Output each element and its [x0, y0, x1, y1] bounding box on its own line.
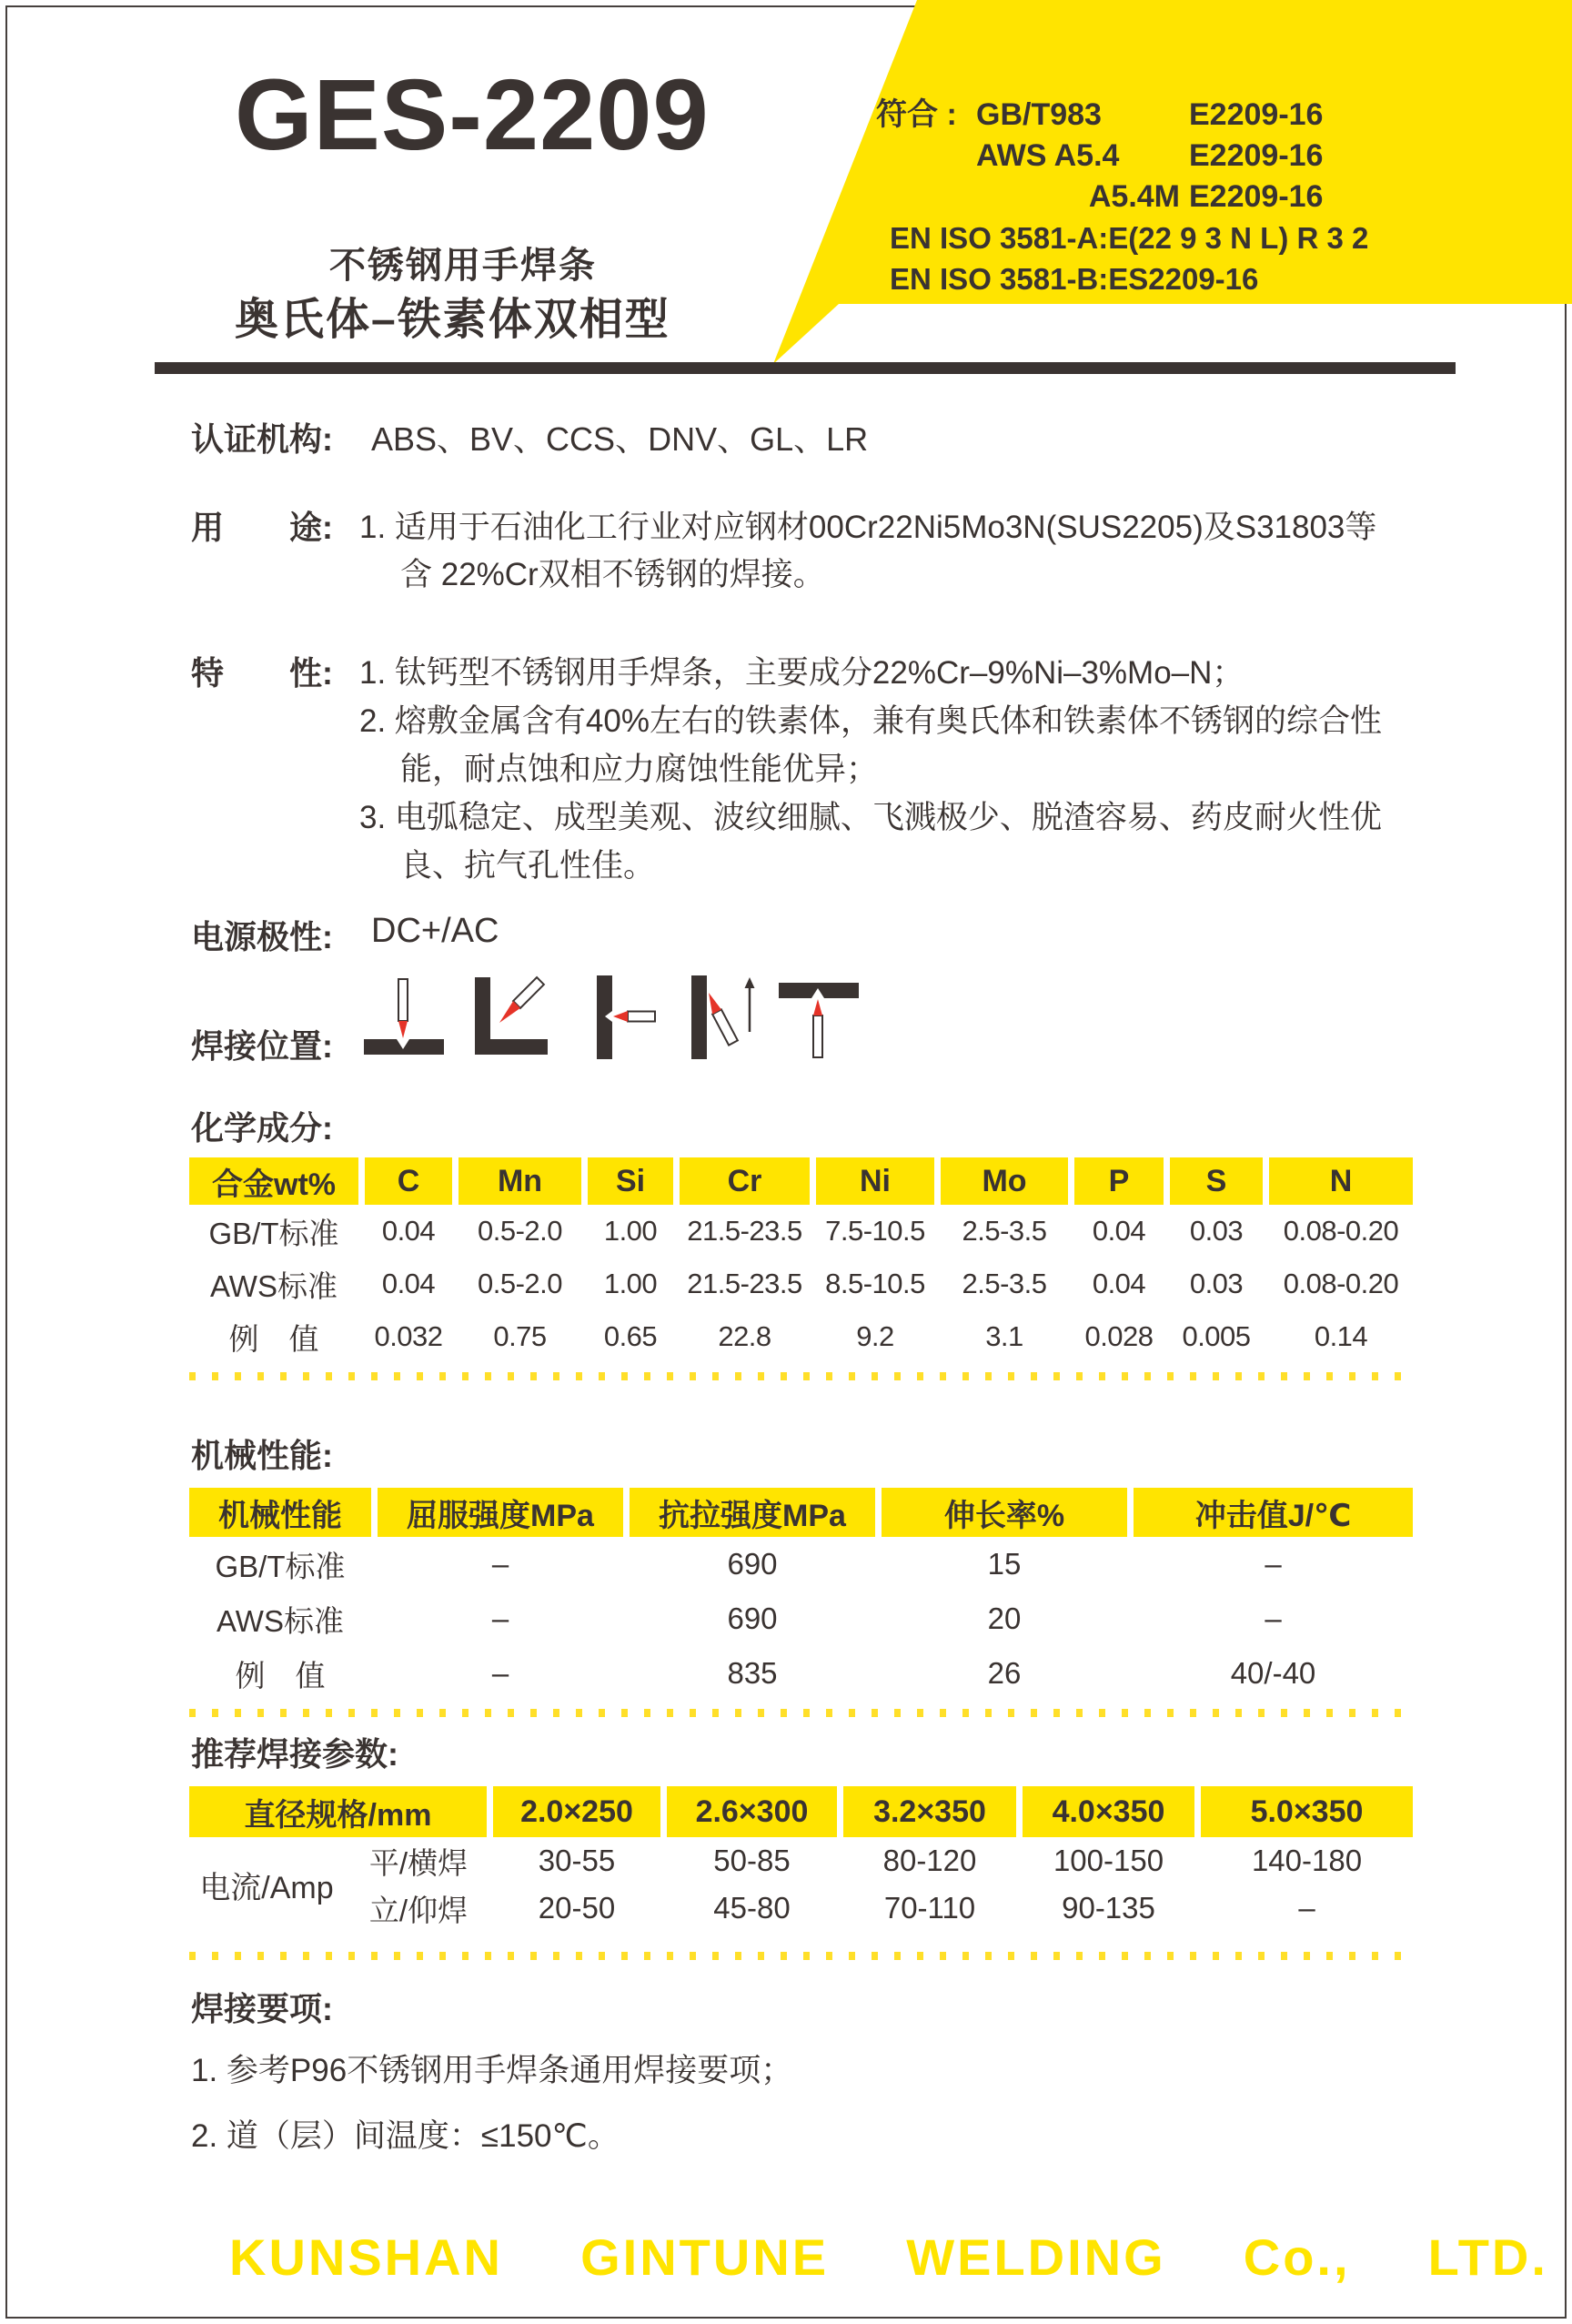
table-header-cell: N: [1269, 1157, 1413, 1205]
iso-standard-line: EN ISO 3581-B:ES2209-16: [890, 262, 1259, 296]
table-header-cell: Mn: [458, 1157, 581, 1205]
standards-row: [876, 177, 1335, 217]
standards-prefix: 符合 :: [876, 97, 957, 132]
table-cell: 0.03: [1189, 1268, 1244, 1299]
standards-prefix-spacer: [876, 136, 967, 177]
chemical-composition-table: [189, 1157, 1413, 1363]
table-cell: 70-110: [883, 1891, 976, 1925]
table-cell: –: [491, 1656, 509, 1690]
horizontal-position-icon: [569, 972, 660, 1070]
features-label: 特 性:: [191, 654, 333, 692]
row-label: 立/仰焊: [368, 1893, 469, 1927]
product-subtitle: 不锈钢用手焊条: [329, 246, 597, 286]
standard-name: AWS A5.4: [976, 138, 1120, 173]
table-cell: 100-150: [1053, 1844, 1164, 1877]
table-header-cell: Si: [588, 1157, 673, 1205]
horizontal-fillet-position-icon: [466, 972, 557, 1070]
row-label: AWS标准: [210, 1268, 338, 1303]
table-cell: 140-180: [1251, 1844, 1363, 1877]
table-cell: 30-55: [538, 1844, 616, 1877]
table-cell: 0.08-0.20: [1283, 1268, 1399, 1299]
table-cell: 40/-40: [1230, 1656, 1316, 1690]
table-cell: 20: [987, 1602, 1022, 1635]
overhead-position-icon: [777, 972, 868, 1070]
note-item: 1. 参考P96不锈钢用手焊条通用焊接要项；: [191, 2053, 793, 2088]
welding-position-icons: [362, 972, 868, 1070]
table-cell: 0.65: [603, 1320, 658, 1352]
table-header-cell: 冲击值J/℃: [1134, 1488, 1413, 1537]
standards-row: [876, 136, 1335, 177]
table-header-cell: 2.0×250: [493, 1786, 660, 1837]
feature-line: 良、抗气孔性佳。: [400, 848, 656, 884]
row-label: 例 值: [228, 1321, 319, 1356]
feature-line: 3. 电弧稳定、成型美观、波纹细腻、飞溅极少、脱渣容易、药皮耐火性优: [359, 800, 1382, 835]
table-cell: 690: [727, 1602, 778, 1635]
product-code-title: GES-2209: [235, 59, 710, 171]
dotted-divider: [189, 1952, 1413, 1960]
table-cell: 1.00: [603, 1268, 658, 1299]
usage-label: 用 途:: [191, 509, 333, 546]
flat-position-icon: [362, 972, 453, 1070]
table-header-cell: 屈服强度MPa: [378, 1488, 623, 1537]
table-header-cell: 机械性能: [189, 1488, 371, 1537]
table-cell: 15: [987, 1547, 1022, 1581]
table-cell: 0.04: [381, 1268, 436, 1299]
mechanical-section-title: 机械性能:: [191, 1437, 333, 1474]
table-header-cell: Ni: [816, 1157, 934, 1205]
table-header-cell: 2.6×300: [667, 1786, 837, 1837]
table-cell: –: [491, 1547, 509, 1581]
table-cell: 0.04: [381, 1215, 436, 1247]
company-name: KUNSHAN GINTUNE WELDING Co., LTD.: [229, 2228, 1548, 2286]
table-header-cell: Cr: [680, 1157, 810, 1205]
table-cell: 9.2: [856, 1320, 894, 1352]
polarity-label: 电源极性:: [191, 918, 333, 955]
table-header-cell: C: [365, 1157, 452, 1205]
table-cell: –: [491, 1602, 509, 1635]
chemical-section-title: 化学成分:: [191, 1109, 333, 1147]
standards-row: [876, 95, 1335, 136]
table-cell: 21.5-23.5: [687, 1268, 802, 1299]
table-cell: 0.028: [1084, 1320, 1154, 1352]
vertical-up-position-icon: [673, 972, 764, 1070]
row-label: AWS标准: [217, 1603, 344, 1638]
standards-prefix-spacer: [876, 177, 967, 217]
certification-value: ABS、BV、CCS、DNV、GL、LR: [371, 420, 869, 458]
table-header-cell: 抗拉强度MPa: [630, 1488, 875, 1537]
table-cell: –: [1265, 1547, 1282, 1581]
table-cell: 26: [987, 1656, 1022, 1690]
notes-section-title: 焊接要项:: [191, 1990, 333, 2027]
table-header-cell: 伸长率%: [882, 1488, 1127, 1537]
polarity-value: DC+/AC: [371, 912, 499, 950]
mechanical-properties-table: [189, 1488, 1413, 1701]
parameters-section-title: 推荐焊接参数:: [191, 1735, 398, 1773]
welding-position-label: 焊接位置:: [191, 1027, 333, 1065]
standard-name: A5.4M: [1088, 179, 1180, 214]
current-label: 电流/Amp: [199, 1870, 334, 1905]
row-label: GB/T标准: [208, 1216, 339, 1250]
feature-line: 1. 钛钙型不锈钢用手焊条，主要成分22%Cr–9%Ni–3%Mo–N；: [359, 655, 1244, 691]
welding-parameters-table: [189, 1786, 1413, 1932]
table-header-cell: 4.0×350: [1023, 1786, 1194, 1837]
header-divider-bar: [155, 362, 1456, 374]
table-header-cell: 3.2×350: [843, 1786, 1016, 1837]
feature-line: 2. 熔敷金属含有40%左右的铁素体，兼有奥氏体和铁素体不锈钢的综合性: [359, 703, 1382, 739]
feature-line: 能，耐点蚀和应力腐蚀性能优异；: [400, 752, 879, 787]
table-cell: 45-80: [713, 1891, 791, 1925]
row-label: GB/T标准: [215, 1549, 346, 1583]
table-header-cell: P: [1074, 1157, 1164, 1205]
row-label: 例 值: [235, 1658, 326, 1692]
table-header-cell: 5.0×350: [1201, 1786, 1413, 1837]
table-cell: 0.08-0.20: [1283, 1215, 1399, 1247]
table-cell: 1.00: [603, 1215, 658, 1247]
usage-line: 含 22%Cr双相不锈钢的焊接。: [400, 557, 825, 592]
table-cell: 7.5-10.5: [825, 1215, 925, 1247]
table-cell: 2.5-3.5: [962, 1215, 1047, 1247]
standard-class: E2209-16: [1189, 97, 1324, 132]
table-cell: 2.5-3.5: [962, 1268, 1047, 1299]
table-cell: 21.5-23.5: [687, 1215, 802, 1247]
table-cell: 50-85: [713, 1844, 791, 1877]
table-header-cell: S: [1170, 1157, 1263, 1205]
table-cell: 0.5-2.0: [477, 1268, 562, 1299]
standard-name: GB/T983: [976, 97, 1102, 132]
usage-line: 1. 适用于石油化工行业对应钢材00Cr22Ni5Mo3N(SUS2205)及S31803等: [359, 510, 1377, 545]
table-header-cell: 合金wt%: [189, 1157, 358, 1205]
table-cell: 22.8: [718, 1320, 771, 1352]
table-cell: 0.03: [1189, 1215, 1244, 1247]
row-label: 平/横焊: [368, 1845, 469, 1880]
certification-label: 认证机构:: [191, 420, 333, 458]
standard-class: E2209-16: [1189, 179, 1324, 214]
dotted-divider: [189, 1709, 1413, 1717]
dotted-divider: [189, 1372, 1413, 1380]
table-cell: 90-135: [1062, 1891, 1155, 1925]
table-cell: 835: [727, 1656, 778, 1690]
table-cell: –: [1265, 1602, 1282, 1635]
table-cell: –: [1298, 1891, 1315, 1925]
table-header-cell: Mo: [941, 1157, 1068, 1205]
table-cell: 80-120: [882, 1844, 977, 1877]
iso-standard-line: EN ISO 3581-A:E(22 9 3 N L) R 3 2: [890, 221, 1369, 255]
table-header-cell: 直径规格/mm: [189, 1786, 487, 1837]
table-cell: 690: [727, 1547, 778, 1581]
table-cell: 0.032: [374, 1320, 443, 1352]
table-cell: 0.04: [1092, 1268, 1146, 1299]
table-cell: 0.14: [1314, 1320, 1368, 1352]
standard-class: E2209-16: [1189, 138, 1324, 173]
table-cell: 0.75: [493, 1320, 547, 1352]
table-cell: 0.04: [1092, 1215, 1146, 1247]
product-type-subtitle: 奥氏体–铁素体双相型: [235, 296, 670, 344]
table-cell: 8.5-10.5: [825, 1268, 925, 1299]
note-item: 2. 道（层）间温度：≤150℃。: [191, 2118, 620, 2154]
table-cell: 0.005: [1182, 1320, 1251, 1352]
table-cell: 0.5-2.0: [477, 1215, 562, 1247]
table-cell: 20-50: [538, 1891, 616, 1925]
standards-block: [876, 95, 1369, 299]
table-cell: 3.1: [985, 1320, 1023, 1352]
